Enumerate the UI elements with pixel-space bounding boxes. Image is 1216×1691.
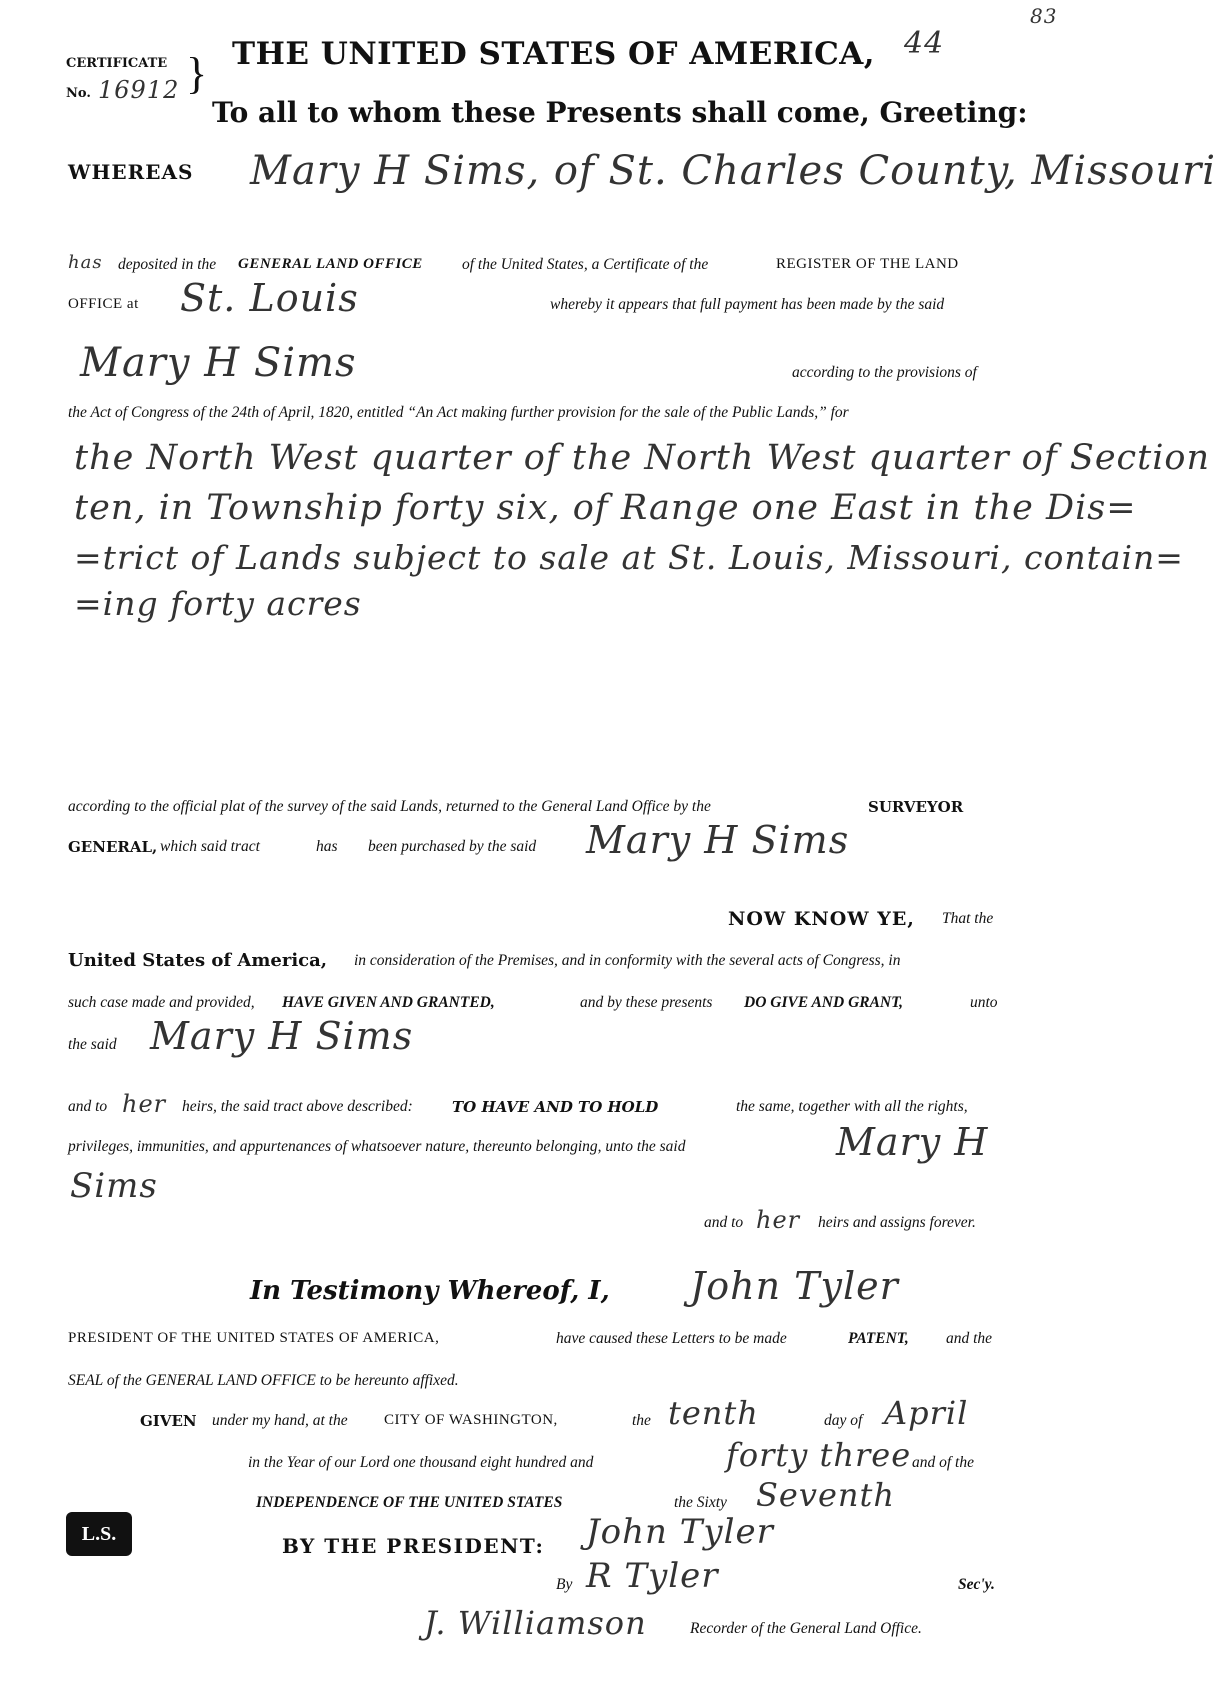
- her-handwritten-1: her: [122, 1090, 167, 1118]
- sixty-handwritten: Seventh: [756, 1476, 895, 1514]
- such-case-text: such case made and provided,: [68, 994, 255, 1011]
- letters-patent-text: have caused these Letters to be made: [556, 1330, 787, 1347]
- which-said-tract-text: which said tract: [160, 838, 260, 855]
- united-states-text: United States of America,: [68, 950, 328, 971]
- seal-ls-badge: L.S.: [66, 1512, 132, 1556]
- recorder-label: Recorder of the General Land Office.: [690, 1620, 922, 1637]
- general-text: GENERAL,: [68, 838, 158, 856]
- grantee-handwritten-2: Mary H Sims: [150, 1014, 414, 1058]
- by-label: By: [556, 1576, 573, 1593]
- brace-mark: }: [186, 49, 208, 98]
- place-handwritten: St. Louis: [180, 276, 359, 320]
- certificate-no-label: No.: [66, 86, 91, 101]
- grantee-handwritten-3b: Sims: [70, 1166, 158, 1206]
- and-to-text: and to: [68, 1098, 108, 1115]
- patent-text: PATENT,: [848, 1330, 909, 1347]
- grantee-handwritten: Mary H Sims, of St. Charles County, Missouri: [250, 148, 1216, 194]
- month-handwritten: April: [884, 1394, 969, 1432]
- been-purchased-text: been purchased by the said: [368, 838, 537, 855]
- whereas-label: WHEREAS: [68, 160, 194, 184]
- secretary-signature: R Tyler: [586, 1556, 719, 1596]
- the-text: the: [632, 1412, 651, 1429]
- whereby-text: whereby it appears that full payment has been made by the said: [550, 296, 945, 313]
- grantee-handwritten-3a: Mary H: [836, 1120, 989, 1164]
- deposited-text: deposited in the: [118, 256, 217, 273]
- description-line-2: ten, in Township forty six, of Range one East in the Dis=: [74, 488, 1137, 528]
- and-to-text-2: and to: [704, 1214, 744, 1231]
- under-my-hand-text: under my hand, at the: [212, 1412, 348, 1429]
- year-text: in the Year of our Lord one thousand eight hundred and: [248, 1454, 594, 1471]
- in-testimony-whereof: In Testimony Whereof, I,: [250, 1276, 610, 1306]
- document-title: THE UNITED STATES OF AMERICA,: [232, 36, 876, 72]
- to-have-and-to-hold: TO HAVE AND TO HOLD: [452, 1098, 659, 1116]
- the-sixty-text: the Sixty: [674, 1494, 727, 1511]
- general-land-office-text: GENERAL LAND OFFICE: [238, 256, 423, 272]
- greeting: To all to whom these Presents shall come, Greeting:: [212, 96, 1028, 129]
- day-handwritten: tenth: [668, 1394, 759, 1432]
- payer-handwritten: Mary H Sims: [80, 340, 357, 386]
- same-together-text: the same, together with all the rights,: [736, 1098, 968, 1115]
- office-at-label: OFFICE at: [68, 296, 139, 312]
- now-know-ye: NOW KNOW YE,: [728, 908, 915, 930]
- city-of-washington-text: CITY OF WASHINGTON,: [384, 1412, 558, 1428]
- has-text: has: [316, 838, 338, 855]
- do-give-text: DO GIVE AND GRANT,: [744, 994, 904, 1011]
- heirs-assigns-text: heirs and assigns forever.: [818, 1214, 976, 1231]
- has-handwritten: has: [68, 252, 103, 273]
- by-these-presents-text: and by these presents: [580, 994, 713, 1011]
- official-plat-text: according to the official plat of the survey of the said Lands, returned to the General Land Office by the: [68, 798, 711, 815]
- purchaser-handwritten: Mary H Sims: [586, 818, 850, 862]
- president-of-us-text: PRESIDENT OF THE UNITED STATES OF AMERICA,: [68, 1330, 440, 1346]
- president-handwritten: John Tyler: [690, 1264, 899, 1308]
- act-of-congress-text: the Act of Congress of the 24th of April, 1820, entitled “An Act making further provision for the sale of the Public Lands,” for: [68, 404, 849, 421]
- president-signature: John Tyler: [586, 1512, 774, 1552]
- certificate-number: 16912: [98, 76, 180, 104]
- register-text: REGISTER OF THE LAND: [776, 256, 959, 272]
- surveyor-text: SURVEYOR: [868, 798, 964, 816]
- and-the-text: and the: [946, 1330, 993, 1347]
- and-of-the-text: and of the: [912, 1454, 974, 1471]
- heirs-text: heirs, the said tract above described:: [182, 1098, 413, 1115]
- us-certificate-text: of the United States, a Certificate of the: [462, 256, 709, 273]
- description-line-4: =ing forty acres: [74, 584, 362, 623]
- day-of-text: day of: [824, 1412, 863, 1429]
- certificate-label: CERTIFICATE: [66, 56, 168, 71]
- consideration-text: in consideration of the Premises, and in conformity with the several acts of Congress, in: [354, 952, 901, 969]
- the-said-text: the said: [68, 1036, 117, 1053]
- given-text: GIVEN: [140, 1412, 197, 1430]
- page-number: 83: [1030, 4, 1058, 28]
- by-the-president-label: BY THE PRESIDENT:: [282, 1534, 545, 1558]
- her-handwritten-2: her: [756, 1206, 801, 1234]
- according-text: according to the provisions of: [792, 364, 977, 381]
- description-line-3: =trict of Lands subject to sale at St. Louis, Missouri, contain=: [74, 538, 1184, 577]
- secretary-label: Sec'y.: [958, 1576, 995, 1593]
- description-line-1: the North West quarter of the North West quarter of Section: [74, 438, 1211, 478]
- privileges-text: privileges, immunities, and appurtenances of whatsoever nature, thereunto belonging, unto the said: [68, 1138, 686, 1155]
- that-the-text: That the: [942, 910, 994, 927]
- recorder-signature: J. Williamson: [424, 1604, 647, 1642]
- unto-text: unto: [970, 994, 998, 1011]
- have-given-text: HAVE GIVEN AND GRANTED,: [282, 994, 495, 1011]
- seal-text: SEAL of the GENERAL LAND OFFICE to be hereunto affixed.: [68, 1372, 459, 1389]
- corner-mark: 44: [904, 26, 945, 61]
- year-handwritten: forty three: [726, 1436, 912, 1474]
- independence-text: INDEPENDENCE OF THE UNITED STATES: [256, 1494, 563, 1511]
